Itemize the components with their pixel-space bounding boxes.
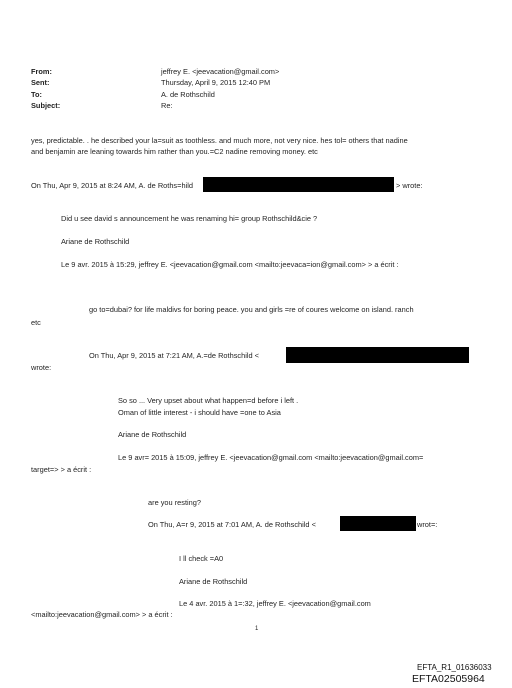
to-label: To: (31, 90, 42, 99)
quote3-le-line: Le 9 avr= 2015 à 15:09, jeffrey E. <jeevacation@gmail.com <mailto:jeevacation@gmail.com= (118, 453, 424, 462)
quote4-text: are you resting? (148, 498, 201, 507)
redaction-block (203, 177, 394, 192)
quote2-text: go to=dubai? for life maldivs for boring peace. you and girls =re of coures welcome on island. ranch (89, 305, 414, 314)
sent-label: Sent: (31, 78, 50, 87)
page-number: 1 (255, 626, 259, 632)
bates-code-primary: EFTA_R1_01636033 (417, 663, 492, 672)
reply-line-2: and benjamin are leaning towards him rather than you.=C2 nadine removing money. etc (31, 147, 318, 156)
quote2-header: On Thu, Apr 9, 2015 at 7:21 AM, A.=de Rothschild < (89, 351, 259, 360)
quote4-wrote: wrot=: (417, 520, 438, 529)
quote4-header: On Thu, A=r 9, 2015 at 7:01 AM, A. de Rothschild < (148, 520, 316, 529)
bates-code-secondary: EFTA02505964 (412, 673, 485, 685)
quote1-header: On Thu, Apr 9, 2015 at 8:24 AM, A. de Roths=hild (31, 181, 193, 190)
quote1-text: Did u see david s announcement he was renaming hi= group Rothschild&cie ? (61, 214, 318, 223)
quote3-line-1: So so ... Very upset about what happen=d before i left . (118, 396, 299, 405)
quote1-wrote: > wrote: (396, 181, 423, 190)
from-value: jeffrey E. <jeevacation@gmail.com> (161, 67, 280, 76)
quote1-signature: Ariane de Rothschild (61, 237, 130, 246)
quote5-text: I ll check =A0 (179, 554, 224, 563)
redaction-block (340, 516, 416, 531)
quote2-wrote: wrote: (31, 363, 52, 372)
reply-line-1: yes, predictable. . he described your la=suit as toothless. and much more, not very nice. hes tol= others that nadine (31, 136, 408, 145)
quote1-le-line: Le 9 avr. 2015 à 15:29, jeffrey E. <jeevacation@gmail.com <mailto:jeevaca=ion@gmail.com> > a écrit : (61, 260, 399, 269)
quote3-line-2: Oman of little interest - i should have =one to Asia (118, 408, 281, 417)
quote5-signature: Ariane de Rothschild (179, 577, 248, 586)
quote5-le-line: Le 4 avr. 2015 à 1=:32, jeffrey E. <jeevacation@gmail.com (179, 599, 371, 608)
quote5-mailto: <mailto:jeevacation@gmail.com> > a écrit : (31, 610, 173, 619)
to-value: A. de Rothschild (161, 90, 215, 99)
sent-value: Thursday, April 9, 2015 12:40 PM (161, 78, 271, 87)
quote3-signature: Ariane de Rothschild (118, 430, 187, 439)
quote2-etc: etc (31, 318, 41, 327)
subject-value: Re: (161, 101, 173, 110)
from-label: From: (31, 67, 52, 76)
quote3-target: target=> > a écrit : (31, 465, 92, 474)
subject-label: Subject: (31, 101, 61, 110)
redaction-block (286, 347, 469, 363)
